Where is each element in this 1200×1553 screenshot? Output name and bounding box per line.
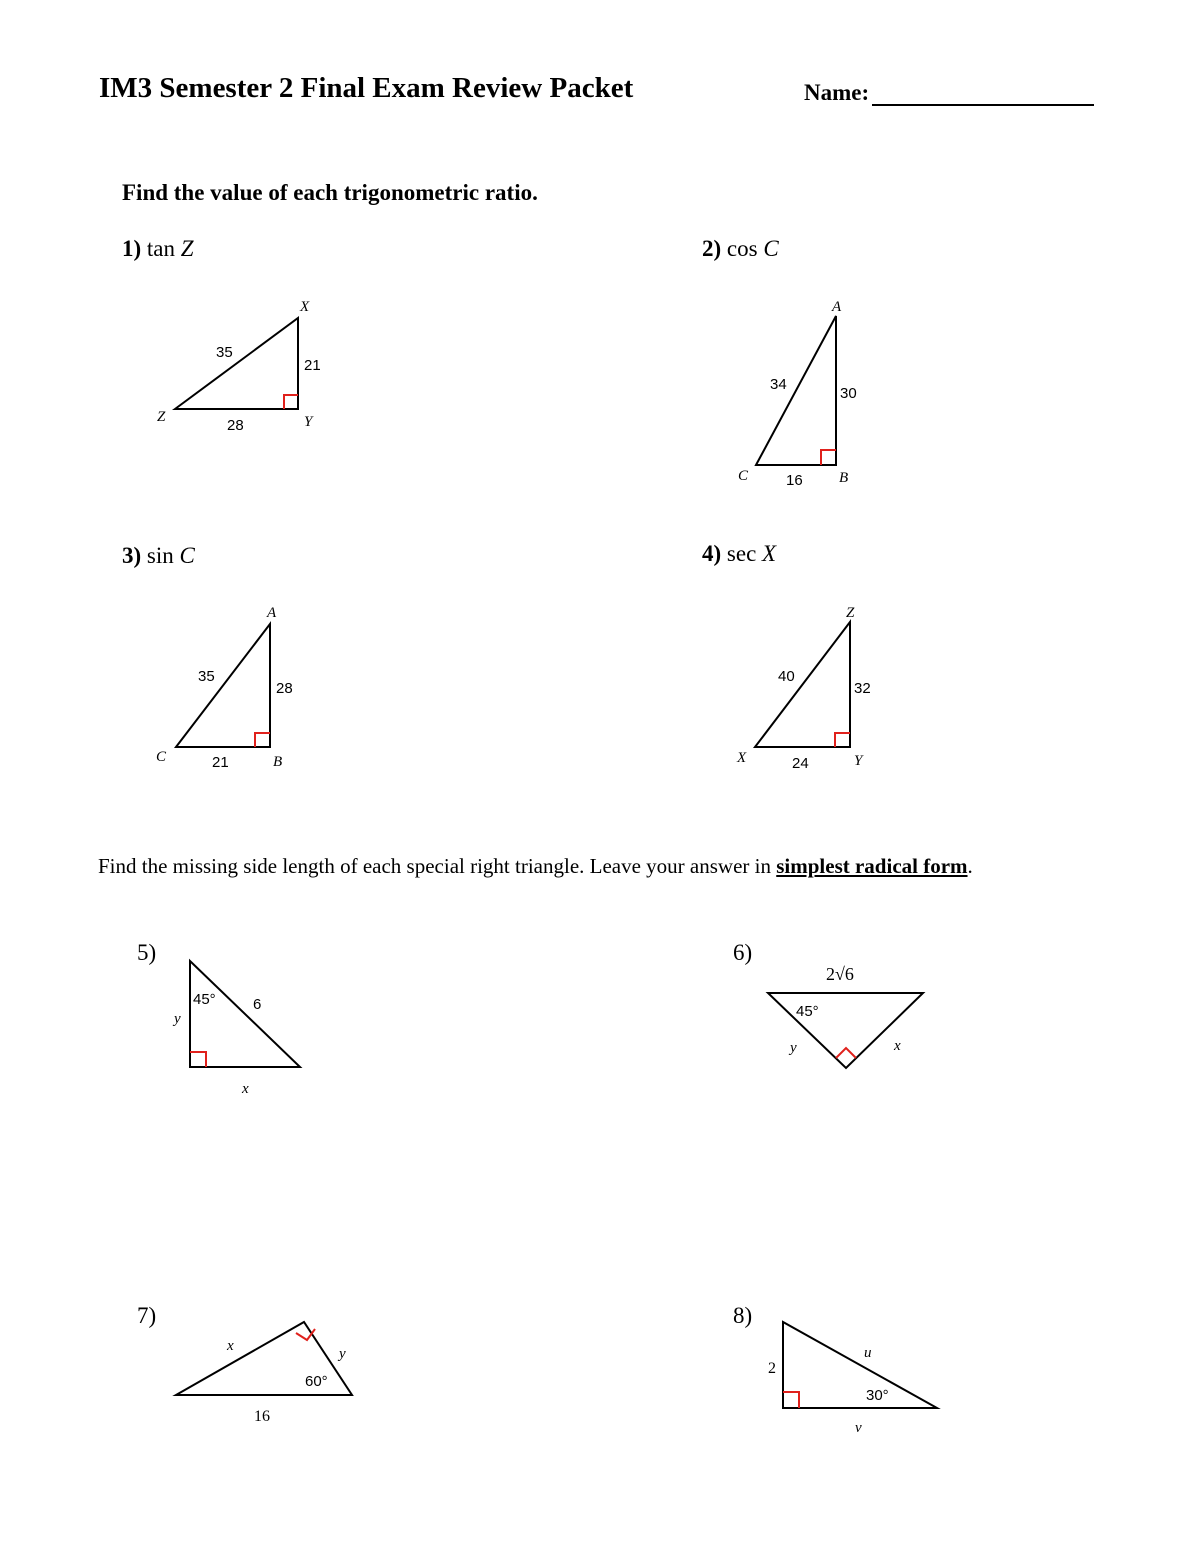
angle-label: 45° bbox=[796, 1003, 819, 1020]
trig-variable: X bbox=[762, 541, 777, 566]
hypotenuse-label: 40 bbox=[778, 668, 795, 685]
trig-function: sec bbox=[726, 541, 757, 566]
angle-label: 60° bbox=[305, 1373, 328, 1390]
vertex-label: C bbox=[156, 749, 167, 765]
side-label: u bbox=[864, 1345, 872, 1361]
right-angle-mark bbox=[783, 1392, 799, 1408]
vertex-label: Z bbox=[157, 409, 166, 425]
side-label: x bbox=[894, 1038, 901, 1054]
triangle-4 bbox=[755, 622, 850, 747]
instruction-text: Find the missing side length of each special right triangle. Leave your answer in bbox=[98, 854, 777, 878]
name-label: Name: bbox=[804, 80, 870, 105]
page-title: IM3 Semester 2 Final Exam Review Packet bbox=[99, 72, 634, 104]
problem-number: 7) bbox=[137, 1303, 157, 1328]
triangle-8 bbox=[783, 1322, 937, 1408]
vertex-label: Z bbox=[846, 605, 855, 621]
problem-number: 1) bbox=[122, 236, 142, 261]
leg-label: 24 bbox=[792, 755, 809, 772]
angle-label: 45° bbox=[193, 991, 216, 1008]
side-label: y bbox=[790, 1040, 797, 1056]
leg-label: 21 bbox=[212, 754, 229, 771]
vertex-label: Y bbox=[304, 414, 313, 430]
problem-number: 5) bbox=[137, 940, 157, 965]
triangle-2 bbox=[756, 316, 836, 465]
trig-function: sin bbox=[146, 543, 174, 568]
right-angle-mark bbox=[821, 450, 836, 465]
section-1-instruction: Find the value of each trigonometric ratio. bbox=[122, 180, 538, 205]
problem-number: 2) bbox=[702, 236, 722, 261]
leg-label: 28 bbox=[276, 680, 293, 697]
leg-label: 28 bbox=[227, 417, 244, 434]
top-side-label: 2√6 bbox=[826, 964, 854, 984]
triangle-1 bbox=[175, 318, 298, 409]
problem-number: 4) bbox=[702, 541, 722, 566]
vertex-label: B bbox=[273, 754, 283, 770]
leg-label: 21 bbox=[304, 357, 321, 374]
side-label: x bbox=[242, 1081, 249, 1097]
hypotenuse-label: 35 bbox=[216, 344, 233, 361]
vertex-label: Y bbox=[854, 753, 863, 769]
side-label: v bbox=[855, 1420, 862, 1436]
right-angle-mark bbox=[296, 1329, 315, 1340]
side-label: y bbox=[339, 1346, 346, 1362]
trig-function: tan bbox=[146, 236, 176, 261]
trig-variable: C bbox=[763, 236, 779, 261]
hypotenuse-label: 34 bbox=[770, 376, 787, 393]
problem-number: 8) bbox=[733, 1303, 753, 1328]
right-angle-mark bbox=[284, 395, 298, 409]
vertex-label: C bbox=[738, 468, 749, 484]
triangle-3 bbox=[176, 624, 270, 747]
instruction-period: . bbox=[967, 854, 973, 878]
right-angle-mark bbox=[255, 733, 270, 747]
leg-label: 32 bbox=[854, 680, 871, 697]
right-angle-mark bbox=[190, 1052, 206, 1067]
trig-variable: Z bbox=[180, 236, 194, 261]
triangle-6 bbox=[768, 993, 923, 1068]
trig-variable: C bbox=[179, 543, 195, 568]
problem-number: 3) bbox=[122, 543, 142, 568]
instruction-emphasis: simplest radical form bbox=[776, 854, 968, 878]
hypotenuse-label: 16 bbox=[254, 1408, 270, 1425]
vertex-label: X bbox=[300, 299, 310, 315]
vertex-label: A bbox=[832, 299, 842, 315]
side-label: y bbox=[174, 1011, 181, 1027]
hypotenuse-label: 35 bbox=[198, 668, 215, 685]
trig-function: cos bbox=[726, 236, 758, 261]
leg-label: 30 bbox=[840, 385, 857, 402]
leg-label: 16 bbox=[786, 472, 803, 489]
vertex-label: X bbox=[737, 750, 747, 766]
angle-label: 30° bbox=[866, 1387, 889, 1404]
vertex-label: B bbox=[839, 470, 849, 486]
hypotenuse-label: 6 bbox=[253, 996, 262, 1013]
right-angle-mark bbox=[835, 733, 850, 747]
right-angle-mark bbox=[836, 1048, 856, 1058]
problem-number: 6) bbox=[733, 940, 753, 965]
vertex-label: A bbox=[267, 605, 277, 621]
side-label: x bbox=[227, 1338, 234, 1354]
leg-label: 2 bbox=[768, 1360, 776, 1377]
